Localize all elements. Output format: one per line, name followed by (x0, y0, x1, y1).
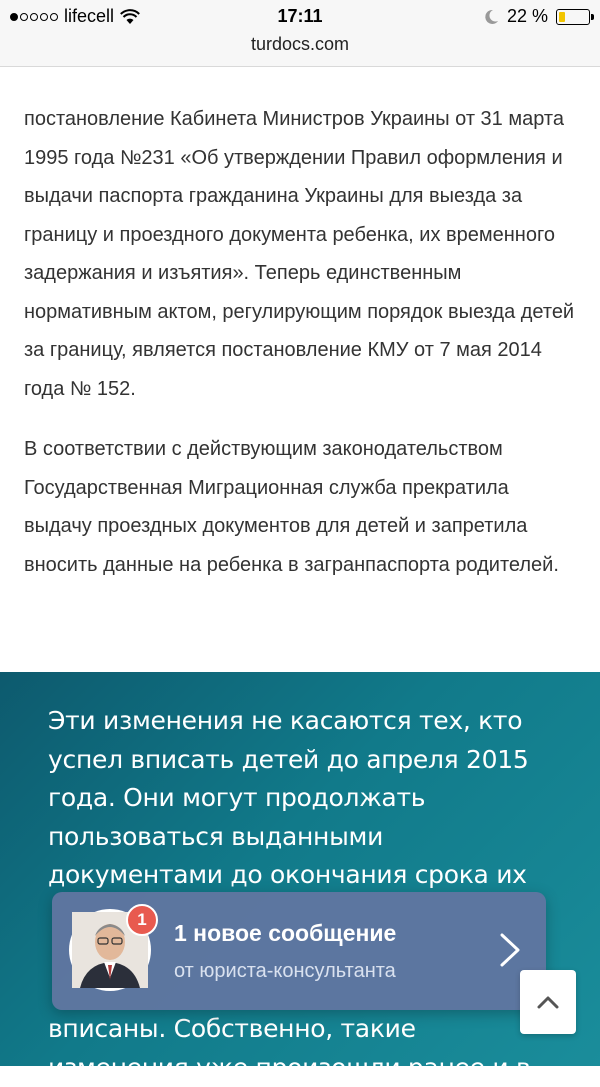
callout-line: успел вписать детей до апреля 2015 (48, 741, 548, 780)
callout-line: вписаны. Собственно, такие (48, 1010, 548, 1049)
battery-level (559, 12, 565, 22)
moon-icon (483, 9, 499, 25)
chevron-up-icon (537, 995, 559, 1009)
chevron-right-icon[interactable] (496, 932, 524, 968)
callout-line: Эти изменения не касаются тех, кто (48, 702, 548, 741)
status-bar (0, 0, 600, 67)
callout-line: изменения уже произошли ранее и в (48, 1049, 548, 1087)
clock: 17:11 (10, 6, 590, 27)
carrier-name: lifecell (64, 6, 114, 27)
article-body (24, 100, 580, 606)
battery-icon (556, 9, 590, 25)
unread-badge: 1 (126, 904, 158, 936)
battery-percent: 22 % (507, 6, 548, 27)
notification-subtitle: от юриста-консультанта (174, 960, 396, 983)
chat-notification[interactable] (52, 892, 546, 1010)
article-paragraph: постановление Кабинета Министров Украины от 31 марта 1995 года №231 «Об утверждении Правил оформления и выдачи паспорта гражданина Украины для выезда за границу и проездного документа ребенка, их временного задержания и изъятия». Теперь единственным нормативным актом, регулирующим порядок выезда детей за границу, является постановление КМУ от 7 мая 2014 года № 152. (24, 100, 580, 408)
callout-line: документами до окончания срока их (48, 856, 548, 895)
scroll-to-top-button[interactable] (520, 970, 576, 1034)
callout-line: пользоваться выданными (48, 818, 548, 857)
article-paragraph: В соответствии с действующим законодательством Государственная Миграционная служба прекратила выдачу проездных документов для детей и запретила вносить данные на ребенка в загранпаспорта родителей. (24, 430, 580, 584)
callout-line: года. Они могут продолжать (48, 779, 548, 818)
notification-title: 1 новое сообщение (174, 920, 396, 947)
address-url[interactable]: turdocs.com (0, 34, 600, 55)
status-right (483, 6, 590, 27)
